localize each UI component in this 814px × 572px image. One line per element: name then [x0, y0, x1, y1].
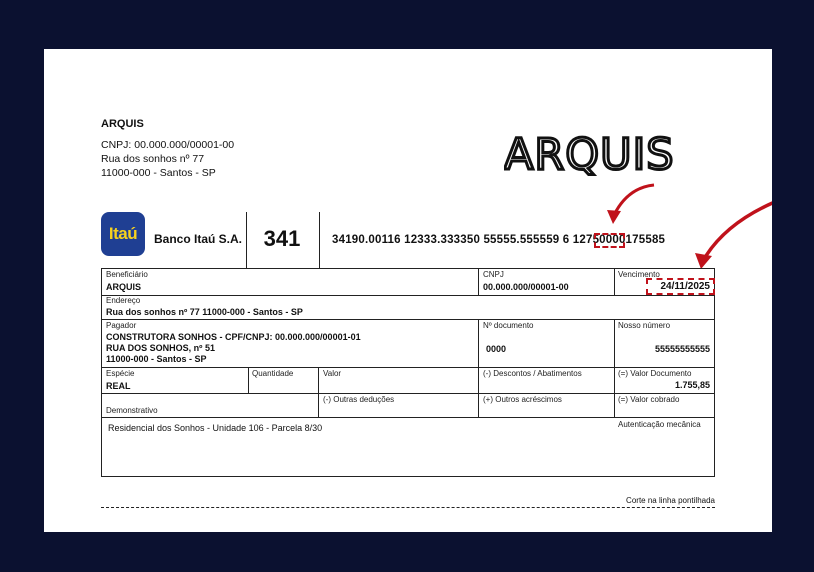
- issuer-name: ARQUIS: [101, 118, 144, 130]
- col-line: [248, 367, 249, 393]
- pagador-label: Pagador: [106, 321, 137, 330]
- row-line: [102, 393, 714, 394]
- issuer-city: 11000-000 - Santos - SP: [101, 167, 216, 179]
- outras-deducoes-label: (-) Outras deduções: [323, 395, 395, 404]
- bank-name: Banco Itaú S.A.: [154, 232, 243, 246]
- itau-logo-text: Itaú: [108, 224, 138, 243]
- num-documento-label: Nº documento: [483, 321, 534, 330]
- bank-code: 341: [263, 226, 301, 251]
- col-line: [614, 269, 615, 295]
- col-line: [614, 319, 615, 417]
- col-line: [478, 269, 479, 295]
- itau-logo: [101, 212, 145, 256]
- arquis-logo: [504, 127, 708, 177]
- pagador-line1: CONSTRUTORA SONHOS - CPF/CNPJ: 00.000.000/00001-01: [106, 332, 361, 342]
- arrow-1-head: [607, 210, 621, 224]
- row-line: [102, 367, 714, 368]
- highlight-due-date: [646, 278, 715, 295]
- boleto-form: [101, 268, 715, 477]
- valor-cobrado-label: (=) Valor cobrado: [618, 395, 680, 404]
- digitable-line: 34190.00116 12333.333350 55555.555559 6 12750000175585: [332, 234, 666, 246]
- demonstrativo-label: Demonstrativo: [106, 406, 158, 415]
- autenticacao-label: Autenticação mecânica: [618, 420, 701, 429]
- beneficiario-value: ARQUIS: [106, 282, 142, 292]
- vencimento-label: Vencimento: [618, 270, 660, 279]
- nosso-numero-value: 55555555555: [654, 344, 710, 354]
- boleto-paper: [44, 49, 772, 532]
- valor-documento-label: (=) Valor Documento: [618, 369, 692, 378]
- valor-documento-value: 1.755,85: [674, 380, 710, 390]
- pagador-line3: 11000-000 - Santos - SP: [106, 354, 207, 364]
- beneficiario-label: Beneficiário: [106, 270, 148, 279]
- divider: [319, 212, 320, 268]
- cut-line-label: Corte na linha pontilhada: [626, 496, 715, 505]
- endereco-label: Endereço: [106, 296, 141, 305]
- arrow-1: [614, 185, 654, 215]
- issuer-cnpj: CNPJ: 00.000.000/00001-00: [101, 139, 235, 151]
- nosso-numero-label: Nosso número: [618, 321, 671, 330]
- cnpj-label: CNPJ: [483, 270, 504, 279]
- descricao-text: Residencial dos Sonhos - Unidade 106 - Parcela 8/30: [108, 423, 323, 433]
- highlight-digits: [594, 233, 625, 248]
- arrow-2: [704, 199, 772, 259]
- issuer-address: Rua dos sonhos nº 77: [101, 153, 205, 165]
- especie-label: Espécie: [106, 369, 135, 378]
- arquis-logo-text: ARQUIS: [504, 130, 675, 177]
- valor-label: Valor: [323, 369, 342, 378]
- arrow-2-head: [695, 253, 712, 269]
- descontos-label: (-) Descontos / Abatimentos: [483, 369, 582, 378]
- cnpj-value: 00.000.000/00001-00: [483, 282, 569, 292]
- quantidade-label: Quantidade: [252, 369, 294, 378]
- row-line: [102, 319, 714, 320]
- especie-value: REAL: [106, 381, 131, 391]
- outros-acrescimos-label: (+) Outros acréscimos: [483, 395, 562, 404]
- vencimento-value: 24/11/2025: [660, 281, 710, 292]
- endereco-value: Rua dos sonhos nº 77 11000-000 - Santos - SP: [106, 307, 303, 317]
- col-line: [478, 319, 479, 417]
- num-documento-value: 0000: [486, 344, 507, 354]
- row-line: [102, 417, 714, 418]
- cut-line: [101, 507, 715, 508]
- row-line: [102, 295, 714, 296]
- pagador-line2: RUA DOS SONHOS, nº 51: [106, 343, 215, 353]
- col-line: [318, 367, 319, 417]
